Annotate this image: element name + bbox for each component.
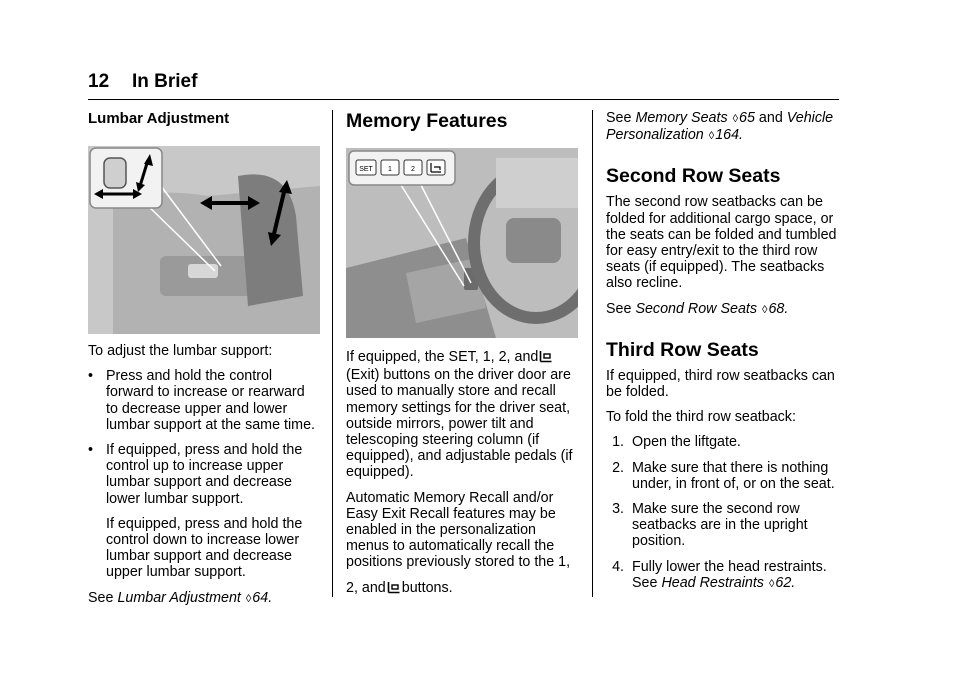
memory-1-button-label: 1 [388, 166, 392, 173]
page-ref-number[interactable]: 62. [775, 574, 796, 591]
step-text: Make sure the second row seatbacks are in the upright position. [632, 501, 808, 550]
column-divider [332, 110, 333, 597]
section-title-second-row: Second Row Seats [606, 165, 781, 188]
page-ref-number[interactable]: 68. [768, 300, 789, 317]
list-item [606, 460, 846, 492]
second-row-see-reference [606, 301, 846, 318]
list-item [606, 434, 846, 450]
page-ref-arrow-icon: ◊ [245, 592, 252, 605]
memory-body [346, 349, 578, 598]
page-ref-arrow-icon: ◊ [732, 113, 739, 125]
memory-2-button-label: 2 [411, 166, 415, 173]
column-seats [606, 110, 846, 592]
memory-paragraph-2: Automatic Memory Recall and/or Easy Exit Recall features may be enabled in the personalization menus to automatically recall the positions previously stored to the 1, [346, 489, 571, 571]
link-vehicle-personalization[interactable]: Vehicle Personalization [606, 110, 834, 144]
list-item [88, 368, 320, 433]
link-second-row-seats[interactable]: Second Row Seats [635, 300, 758, 317]
lumbar-seat-illustration [88, 146, 320, 334]
memory-para2-suffix: buttons. [401, 579, 453, 596]
column-memory [346, 109, 578, 133]
lumbar-body [88, 343, 320, 607]
step-number: 4. [612, 558, 624, 575]
step-number: 2. [612, 459, 624, 476]
page-ref-arrow-icon: ◊ [768, 577, 775, 590]
bullet-text: Press and hold the control forward to increase or rearward to decrease upper and lower lumbar support at the same time. [106, 368, 315, 433]
see-label: See [632, 574, 658, 591]
second-row-paragraph: The second row seatbacks can be folded for additional cargo space, or the seats can be folded and tumbled for easy entry/exit to the third row seats (if equipped). The seatbacks also recline. [606, 194, 837, 292]
memory-para2-line-start: 2, and [346, 579, 386, 596]
page-ref-arrow-icon: ◊ [762, 303, 768, 316]
see-label: See [606, 110, 632, 126]
page-ref-number[interactable]: 65 [739, 110, 755, 126]
header-rule [88, 99, 839, 100]
link-memory-seats[interactable]: Memory Seats [635, 110, 728, 126]
set-button-label: SET [359, 166, 373, 173]
step-text: Fully lower the head restraints. [632, 558, 827, 575]
link-lumbar-adjustment[interactable]: Lumbar Adjustment [117, 589, 241, 606]
third-row-intro: To fold the third row seatback: [606, 409, 796, 426]
bullet-glyph: • [88, 442, 94, 459]
see-label: See [606, 300, 632, 317]
memory-buttons-illustration [346, 148, 578, 338]
bullet-glyph: • [88, 368, 94, 385]
lumbar-intro: To adjust the lumbar support: [88, 343, 273, 359]
exit-icon [387, 581, 401, 598]
page-title: In Brief [132, 71, 198, 92]
column-divider [592, 110, 593, 597]
section-title-third-row: Third Row Seats [606, 338, 759, 361]
memory-see-reference [606, 110, 846, 144]
page-ref-number[interactable]: 164. [715, 127, 744, 144]
list-item [88, 442, 320, 507]
step-number: 1. [612, 434, 624, 451]
third-row-paragraph: If equipped, third row seatbacks can be folded. [606, 367, 835, 401]
memory-paragraph-2-end [346, 580, 578, 598]
page-ref-number[interactable]: 64. [252, 589, 273, 606]
step-4-see-reference [626, 575, 846, 592]
column-lumbar [88, 110, 320, 128]
page-header [88, 70, 197, 94]
memory-para1-text: If equipped, the SET, 1, 2, and [346, 349, 539, 365]
list-item [606, 559, 846, 592]
page-ref-arrow-icon: ◊ [708, 130, 715, 143]
page-number: 12 [88, 71, 110, 92]
memory-paragraph-1 [346, 349, 578, 481]
and-label: and [758, 110, 783, 126]
link-head-restraints[interactable]: Head Restraints [661, 574, 764, 591]
section-title-lumbar: Lumbar Adjustment [88, 110, 230, 127]
step-text: Make sure that there is nothing under, in front of, or on the seat. [632, 459, 835, 492]
memory-para1-rest: (Exit) buttons on the driver door are used to manually store and recall memory settings for the driver seat, outside mirrors, power tilt and telescoping steering column (if equipped), and adjustable pedals (if equipped). [346, 367, 573, 481]
exit-icon [539, 350, 553, 367]
bullet-continuation: If equipped, press and hold the control down to increase lower lumbar support and decrease upper lumbar support. [106, 515, 303, 581]
step-number: 3. [612, 501, 624, 518]
bullet-text: If equipped, press and hold the control up to increase upper lumbar support and decrease lower lumbar support. [106, 442, 303, 507]
step-text: Open the liftgate. [632, 434, 741, 451]
list-item [606, 501, 846, 550]
lumbar-see-reference [88, 590, 320, 607]
section-title-memory: Memory Features [346, 110, 508, 132]
see-label: See [88, 589, 114, 606]
